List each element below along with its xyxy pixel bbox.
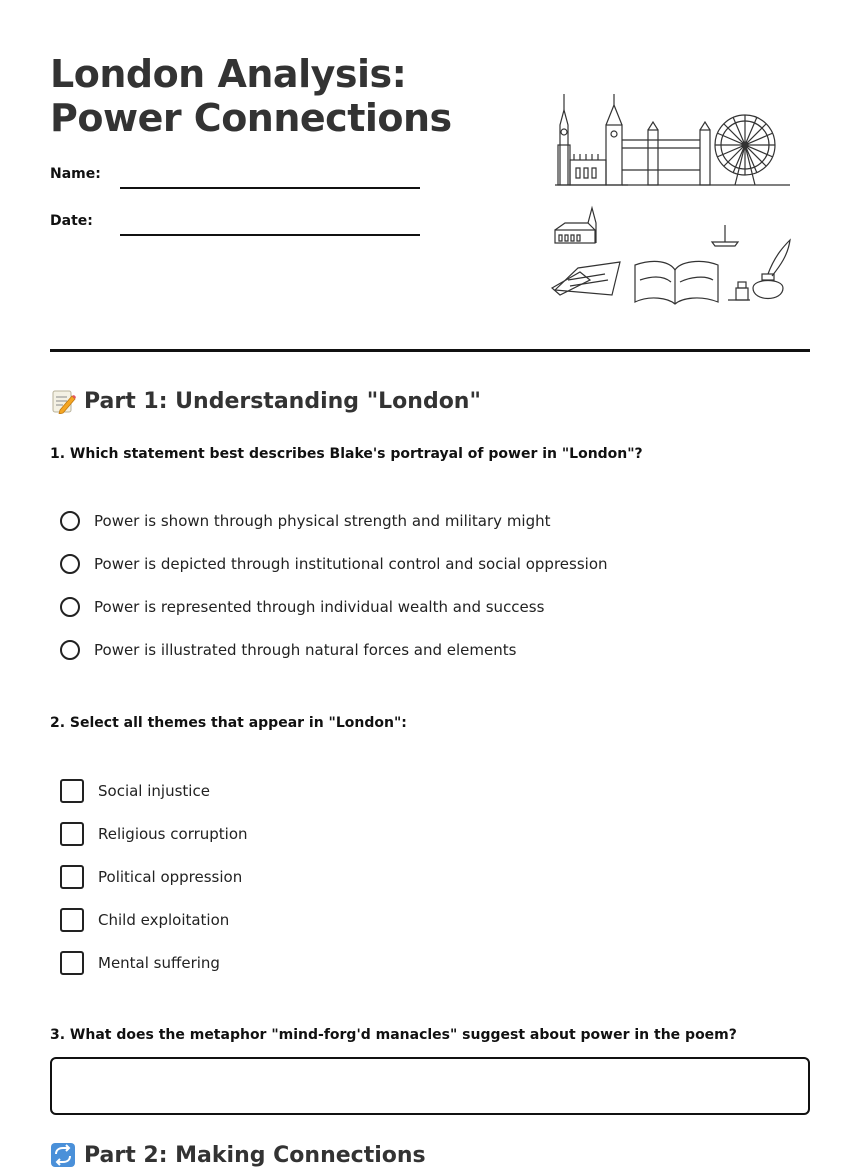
option-label: Religious corruption: [98, 825, 248, 843]
checkbox[interactable]: [60, 951, 84, 975]
option-label: Child exploitation: [98, 911, 230, 929]
london-illustration: [550, 90, 800, 310]
memo-icon: [50, 388, 76, 414]
option-label: Power is represented through individual wealth and success: [94, 598, 545, 616]
checkbox[interactable]: [60, 865, 84, 889]
question-3: 3. What does the metaphor "mind-forg'd manacles" suggest about power in the poem?: [50, 1027, 737, 1043]
church-icon: [555, 208, 596, 243]
radio-button[interactable]: [60, 597, 80, 617]
checkbox[interactable]: [60, 822, 84, 846]
q3-answer-input[interactable]: [50, 1057, 810, 1115]
option-label: Power is shown through physical strength and military might: [94, 512, 551, 530]
q2-option-child-exploitation[interactable]: [60, 908, 229, 932]
radio-button[interactable]: [60, 511, 80, 531]
q1-option-d[interactable]: [60, 640, 516, 660]
q2-option-political-oppression[interactable]: [60, 865, 242, 889]
checkbox[interactable]: [60, 908, 84, 932]
open-book-icon: [635, 261, 718, 304]
part2-heading: [50, 1142, 426, 1168]
q2-option-religious-corruption[interactable]: [60, 822, 248, 846]
name-label: Name:: [50, 166, 101, 182]
question-1: 1. Which statement best describes Blake's portrayal of power in "London"?: [50, 446, 643, 462]
divider: [50, 349, 810, 352]
q1-option-a[interactable]: [60, 511, 551, 531]
inkwell-icon: [728, 240, 790, 300]
radio-button[interactable]: [60, 640, 80, 660]
q2-option-social-injustice[interactable]: [60, 779, 210, 803]
date-label: Date:: [50, 213, 93, 229]
part2-title: Part 2: Making Connections: [84, 1142, 426, 1168]
option-label: Power is depicted through institutional control and social oppression: [94, 555, 608, 573]
part1-title: Part 1: Understanding "London": [84, 388, 481, 414]
question-2: 2. Select all themes that appear in "London":: [50, 715, 407, 731]
option-label: Social injustice: [98, 782, 210, 800]
radio-button[interactable]: [60, 554, 80, 574]
name-field[interactable]: [120, 187, 420, 189]
checkbox[interactable]: [60, 779, 84, 803]
big-ben-icon: [555, 94, 628, 185]
option-label: Power is illustrated through natural forces and elements: [94, 641, 517, 659]
part1-heading: [50, 388, 481, 414]
monument-icon: [712, 225, 738, 246]
worksheet-page: [50, 0, 810, 1168]
option-label: Mental suffering: [98, 954, 220, 972]
q1-option-b[interactable]: [60, 554, 608, 574]
page-title: London Analysis: Power Connections: [50, 52, 452, 140]
repeat-icon: [50, 1142, 76, 1168]
quill-paper-icon: [552, 262, 620, 295]
option-label: Political oppression: [98, 868, 243, 886]
q2-option-mental-suffering[interactable]: [60, 951, 220, 975]
q1-option-c[interactable]: [60, 597, 544, 617]
date-field[interactable]: [120, 234, 420, 236]
london-eye-icon: [715, 115, 775, 185]
